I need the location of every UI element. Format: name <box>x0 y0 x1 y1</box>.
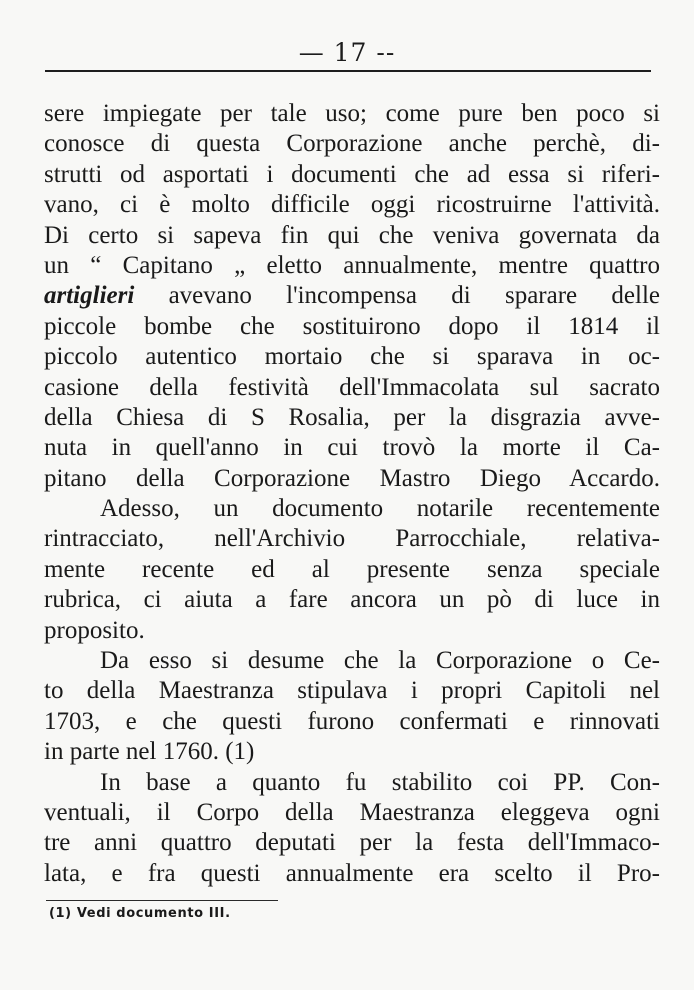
text-line: un “ Capitano „ eletto annualmente, mentre quattro <box>44 251 660 279</box>
page-number: — 17 -- <box>298 38 396 67</box>
text-line-rest: avevano l'incompensa di sparare delle <box>134 282 660 310</box>
text-line: Adesso, un documento notarile recentemente <box>100 495 660 523</box>
text-line: strutti od asportati i documenti che ad essa si riferi- <box>44 160 660 188</box>
text-line: Da esso si desume che la Corporazione o Ce- <box>100 647 660 675</box>
emphasized-word: artiglieri <box>44 282 135 310</box>
text-line: vano, ci è molto difficile oggi ricostruirne l'attività. <box>44 191 660 219</box>
header-rule <box>45 70 651 72</box>
text-line: proposito. <box>44 616 145 644</box>
text-line: to della Maestranza stipulava i propri Capitoli nel <box>44 677 660 705</box>
text-line: 1703, e che questi furono confermati e rinnovati <box>44 707 660 735</box>
text-line: lata, e fra questi annualmente era scelto il Pro- <box>44 859 660 887</box>
text-line: in parte nel 1760. (1) <box>44 738 255 766</box>
text-line: In base a quanto fu stabilito coi PP. Con- <box>100 768 660 796</box>
footnote: (1) Vedi documento III. <box>49 906 231 921</box>
text-line: pitano della Corporazione Mastro Diego Accardo. <box>44 464 660 492</box>
text-line: rintracciato, nell'Archivio Parrocchiale, relativa- <box>44 525 660 553</box>
text-line: mente recente ed al presente senza speciale <box>44 555 660 583</box>
text-line: piccolo autentico mortaio che si sparava in oc- <box>44 343 660 371</box>
text-line: della Chiesa di S Rosalia, per la disgrazia avve- <box>44 403 660 431</box>
text-line: Di certo si sapeva fin qui che veniva governata da <box>44 221 660 249</box>
text-line: casione della festività dell'Immacolata sul sacrato <box>44 373 660 401</box>
text-line: tre anni quattro deputati per la festa dell'Immaco- <box>44 829 660 857</box>
text-line: nuta in quell'anno in cui trovò la morte il Ca- <box>44 434 660 462</box>
text-line: piccole bombe che sostituirono dopo il 1814 il <box>44 312 660 340</box>
footnote-rule <box>46 900 278 901</box>
text-line: conosce di questa Corporazione anche perchè, di- <box>44 130 660 158</box>
body-text <box>44 99 660 889</box>
text-line <box>44 281 660 311</box>
text-line: ventuali, il Corpo della Maestranza eleggeva ogni <box>44 798 660 826</box>
text-line: sere impiegate per tale uso; come pure ben poco si <box>44 100 660 127</box>
text-line: rubrica, ci aiuta a fare ancora un pò di luce in <box>44 586 660 614</box>
